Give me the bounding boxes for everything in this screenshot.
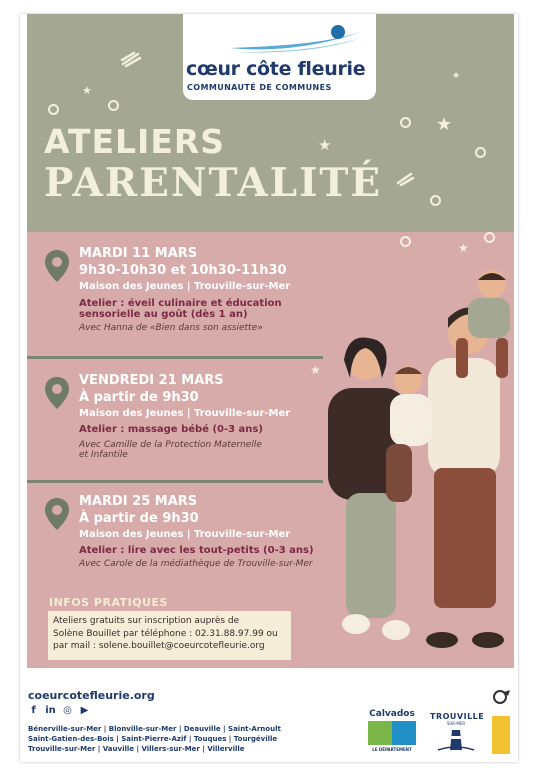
logo-subtitle: COMMUNAUTÉ DE COMMUNES — [187, 83, 332, 92]
lighthouse-icon — [430, 726, 482, 752]
infos-box — [48, 611, 291, 660]
calvados-sub: LE DÉPARTEMENT — [372, 747, 412, 752]
dot-ring — [108, 100, 119, 111]
dot-ring — [400, 236, 411, 247]
communes-line: Saint-Gatien-des-Bois | Saint-Pierre-Azif | Touques | Tourgéville — [28, 735, 278, 743]
yellow-badge — [492, 716, 510, 754]
trouville-name: TROUVILLE — [430, 712, 485, 721]
star-icon: ★ — [318, 136, 332, 154]
event-date: MARDI 25 MARS — [79, 494, 198, 509]
calvados-name: Calvados — [369, 709, 415, 719]
event-1 — [79, 246, 290, 333]
infos-line: par mail : solene.bouillet@coeurcotefleurie.org — [53, 641, 265, 651]
event-atelier: Atelier : lire avec les tout-petits (0-3 ans) — [79, 545, 314, 556]
dot-ring — [475, 147, 486, 158]
label-badge — [492, 688, 514, 754]
dot-ring — [430, 195, 441, 206]
communes-line: Bénerville-sur-Mer | Blonville-sur-Mer | Deauville | Saint-Arnoult — [28, 725, 281, 733]
star-icon: ★ — [458, 241, 469, 255]
communes-line: Trouville-sur-Mer | Vauville | Villers-sur-Mer | Villerville — [28, 745, 245, 753]
event-atelier: Atelier : massage bébé (0-3 ans) — [79, 424, 263, 435]
location-pin-icon — [44, 376, 70, 410]
family-illustration — [318, 268, 518, 668]
event-time: À partir de 9h30 — [79, 390, 199, 405]
star-icon: ★ — [436, 114, 453, 135]
event-host: Avec Carole de la médiathèque de Trouville-sur-Mer — [79, 559, 313, 569]
dot-ring — [484, 232, 495, 243]
infos-line: Ateliers gratuits sur inscription auprès de — [53, 616, 240, 626]
logo-brand: cœur côte fleurie — [186, 58, 366, 80]
dot-ring — [400, 117, 411, 128]
event-time: À partir de 9h30 — [79, 511, 199, 526]
social-links — [28, 705, 90, 716]
event-place: Maison des Jeunes | Trouville-sur-Mer — [79, 529, 291, 540]
infos-line: Solène Bouillet par téléphone : 02.31.88.97.99 ou — [53, 628, 278, 639]
infos-title: INFOS PRATIQUES — [49, 596, 168, 609]
star-icon: ★ — [82, 84, 92, 97]
event-host: et Infantile — [79, 450, 128, 460]
linkedin-icon[interactable]: in — [45, 705, 56, 716]
trouville-logo — [430, 712, 485, 756]
emblem-icon — [492, 688, 514, 708]
location-pin-icon — [44, 497, 70, 531]
event-date: MARDI 11 MARS — [79, 246, 198, 261]
location-pin-icon — [44, 249, 70, 283]
star-icon: ★ — [452, 71, 461, 81]
event-2 — [79, 373, 290, 460]
sparkle-icon — [120, 50, 142, 68]
event-host: Avec Hanna de «Bien dans son assiette» — [79, 323, 263, 333]
event-place: Maison des Jeunes | Trouville-sur-Mer — [79, 281, 291, 292]
star-icon: ★ — [310, 363, 321, 377]
event-atelier: sensorielle au goût (dès 1 an) — [79, 309, 248, 320]
dot-ring — [48, 104, 59, 115]
instagram-icon[interactable]: ◎ — [63, 705, 72, 716]
apple-icon — [368, 721, 392, 745]
communes-list — [28, 724, 281, 754]
event-date: VENDREDI 21 MARS — [79, 373, 224, 388]
youtube-icon[interactable]: ▶ — [80, 705, 89, 716]
event-place: Maison des Jeunes | Trouville-sur-Mer — [79, 408, 291, 419]
website-link[interactable]: coeurcotefleurie.org — [28, 689, 155, 702]
sparkle-icon — [395, 170, 415, 186]
event-atelier: Atelier : éveil culinaire et éducation — [79, 298, 282, 309]
event-time: 9h30-10h30 et 10h30-11h30 — [79, 263, 287, 278]
calvados-logo — [368, 709, 416, 755]
title-line2: PARENTALITÉ — [44, 160, 383, 206]
divider — [27, 480, 323, 483]
logo-wave-icon — [228, 22, 368, 56]
facebook-icon[interactable]: f — [31, 705, 36, 716]
event-host: Avec Camille de la Protection Maternelle — [79, 440, 262, 450]
wave-icon — [392, 721, 416, 745]
title-line1: ATELIERS — [44, 122, 226, 161]
divider — [27, 356, 323, 359]
trouville-sub: SUR-MER — [446, 721, 466, 726]
event-3 — [79, 494, 314, 569]
